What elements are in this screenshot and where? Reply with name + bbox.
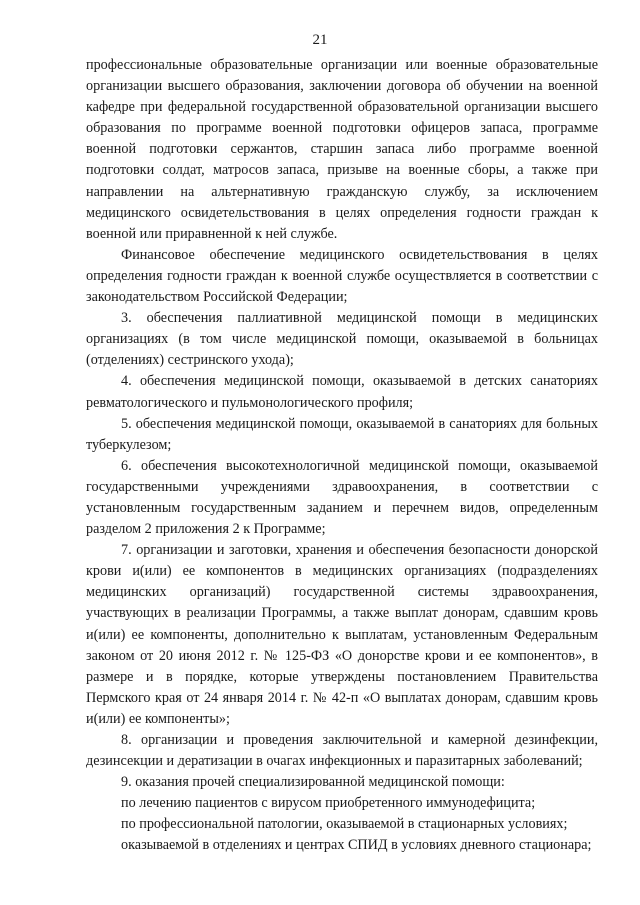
document-body	[86, 55, 598, 857]
paragraph-7: 7. организации и заготовки, хранения и обеспечения безопасности донорской крови и(или) ее компонентов в медицинских организациях (подразделениях медицинских организаций) государственной системы здравоохранения, участвующих в реализации Программы, а также выплат донорам, сдавшим кровь и(или) ее компоненты, дополнительно к выплатам, установленным Федеральным законом от 20 июня 2012 г. № 125-ФЗ «О донорстве крови и ее компонентов», в размере и в порядке, которые утверждены постановлением Правительства Пермского края от 24 января 2014 г. № 42-п «О выплатах донорам, сдавшим кровь и(или) ее компоненты»;	[86, 542, 598, 727]
paragraph-11: по профессиональной патологии, оказываемой в стационарных условиях;	[121, 816, 568, 833]
paragraph-8: 8. организации и проведения заключительной и камерной дезинфекции, дезинсекции и дератизации в очагах инфекционных и паразитарных заболеваний;	[86, 732, 598, 770]
paragraph-4: 4. обеспечения медицинской помощи, оказываемой в детских санаториях ревматологического и пульмонологического профиля;	[86, 373, 598, 411]
paragraph-5: 5. обеспечения медицинской помощи, оказываемой в санаториях для больных туберкулезом;	[86, 415, 598, 453]
paragraph-10: по лечению пациентов с вирусом приобретенного иммунодефицита;	[121, 795, 536, 812]
paragraph-9: 9. оказания прочей специализированной медицинской помощи:	[121, 774, 505, 791]
page-number: 21	[312, 32, 328, 48]
paragraph-12: оказываемой в отделениях и центрах СПИД в условиях дневного стационара;	[121, 837, 592, 854]
paragraph-1: профессиональные образовательные организации или военные образовательные организации высшего образования, заключении договора об обучении на военной кафедре при федеральной государственной образовательной организации высшего образования по программе военной подготовки офицеров запаса, программе военной подготовки сержантов, старшин запаса либо программе военной подготовки солдат, матросов запаса, призыве на военные сборы, а также при направлении на альтернативную гражданскую службу, за исключением медицинского освидетельствования в целях определения годности граждан к военной или приравненной к ней службе.	[86, 57, 598, 242]
paragraph-6: 6. обеспечения высокотехнологичной медицинской помощи, оказываемой государственными учреждениями здравоохранения, в соответствии с установленным государственным заданием и перечнем видов, определенным разделом 2 приложения 2 к Программе;	[86, 457, 598, 538]
paragraph-2: Финансовое обеспечение медицинского освидетельствования в целях определения годности граждан к военной службе осуществляется в соответствии с законодательством Российской Федерации;	[86, 246, 598, 306]
paragraph-3: 3. обеспечения паллиативной медицинской помощи в медицинских организациях (в том числе медицинской помощи, оказываемой в больницах (отделениях) сестринского ухода);	[86, 310, 598, 369]
